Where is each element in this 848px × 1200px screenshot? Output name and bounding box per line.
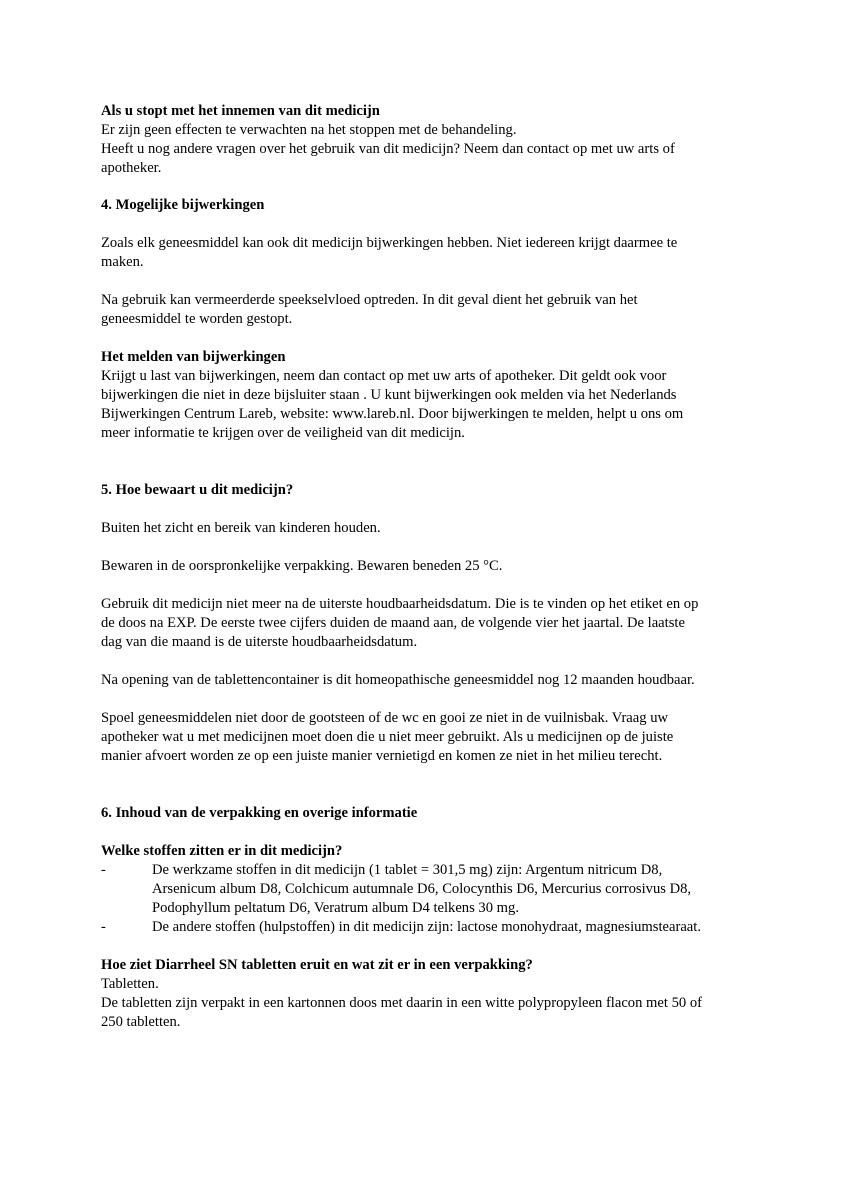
list-item-line: De werkzame stoffen in dit medicijn (1 tablet = 301,5 mg) zijn: Argentum nitricum D8,: [152, 862, 663, 878]
ingredients-heading: Welke stoffen zitten er in dit medicijn?: [101, 843, 343, 859]
paragraph-line: De tabletten zijn verpakt in een kartonnen doos met daarin in een witte polypropyleen flacon met 50 of: [101, 995, 702, 1011]
s5-paragraph-3: [101, 595, 761, 652]
paragraph-line: apotheker wat u met medicijnen moet doen die u niet meer gebruikt. Als u medicijnen op de juiste: [101, 729, 674, 745]
s4-paragraph-1: [101, 234, 761, 272]
section-4-heading: 4. Mogelijke bijwerkingen: [101, 197, 265, 213]
appearance-heading: Hoe ziet Diarrheel SN tabletten eruit en wat zit er in een verpakking?: [101, 957, 533, 973]
appearance-section: [101, 956, 761, 1032]
list-item: [101, 918, 761, 937]
stop-line: Heeft u nog andere vragen over het gebruik van dit medicijn? Neem dan contact op met uw arts of: [101, 141, 675, 157]
list-item: [101, 861, 761, 918]
list-item-line: Podophyllum peltatum D6, Veratrum album D4 telkens 30 mg.: [152, 900, 519, 916]
paragraph-line: manier afvoert worden ze op een juiste manier vernietigd en komen ze niet in het milieu terecht.: [101, 748, 663, 764]
s4-paragraph-2: [101, 291, 761, 329]
paragraph-line: 250 tabletten.: [101, 1014, 181, 1030]
paragraph-line: Krijgt u last van bijwerkingen, neem dan contact op met uw arts of apotheker. Dit geldt ook voor: [101, 368, 667, 384]
paragraph-line: Bewaren in de oorspronkelijke verpakking. Bewaren beneden 25 °C.: [101, 558, 503, 574]
paragraph-line: Gebruik dit medicijn niet meer na de uiterste houdbaarheidsdatum. Die is te vinden op het etiket en op: [101, 596, 699, 612]
paragraph-line: Zoals elk geneesmiddel kan ook dit medicijn bijwerkingen hebben. Niet iedereen krijgt daarmee te: [101, 235, 678, 251]
paragraph-line: Na opening van de tablettencontainer is dit homeopathische geneesmiddel nog 12 maanden houdbaar.: [101, 672, 695, 688]
stop-line: Er zijn geen effecten te verwachten na het stoppen met de behandeling.: [101, 122, 517, 138]
stop-line: apotheker.: [101, 160, 162, 176]
section-4: [101, 196, 761, 215]
s5-paragraph-1: [101, 519, 761, 538]
paragraph-line: bijwerkingen die niet in deze bijsluiter staan . U kunt bijwerkingen ook melden via het Nederlands: [101, 387, 677, 403]
section-5-heading: 5. Hoe bewaart u dit medicijn?: [101, 482, 294, 498]
ingredients-section: [101, 842, 761, 937]
paragraph-line: Spoel geneesmiddelen niet door de gootsteen of de wc en gooi ze niet in de vuilnisbak. Vraag uw: [101, 710, 669, 726]
paragraph-line: Bijwerkingen Centrum Lareb, website: www.lareb.nl. Door bijwerkingen te melden, helpt u ons om: [101, 406, 684, 422]
stop-section: [101, 102, 761, 178]
section-5: [101, 481, 761, 500]
leaflet-page: [101, 102, 761, 1032]
s5-paragraph-5: [101, 709, 761, 766]
section-6: [101, 804, 761, 823]
paragraph-line: meer informatie te krijgen over de veiligheid van dit medicijn.: [101, 425, 465, 441]
paragraph-line: dag van die maand is de uiterste houdbaarheidsdatum.: [101, 634, 418, 650]
stop-heading: Als u stopt met het innemen van dit medicijn: [101, 103, 380, 119]
list-item-line: De andere stoffen (hulpstoffen) in dit medicijn zijn: lactose monohydraat, magnesiumstearaat.: [152, 919, 701, 935]
list-dash: -: [101, 919, 106, 935]
paragraph-line: maken.: [101, 254, 144, 270]
s5-paragraph-4: [101, 671, 761, 690]
paragraph-line: Tabletten.: [101, 976, 159, 992]
list-dash: -: [101, 862, 106, 878]
list-item-line: Arsenicum album D8, Colchicum autumnale D6, Colocynthis D6, Mercurius corrosivus D8,: [152, 881, 692, 897]
report-heading: Het melden van bijwerkingen: [101, 349, 286, 365]
paragraph-line: geneesmiddel te worden gestopt.: [101, 311, 293, 327]
section-6-heading: 6. Inhoud van de verpakking en overige informatie: [101, 805, 418, 821]
paragraph-line: Buiten het zicht en bereik van kinderen houden.: [101, 520, 381, 536]
paragraph-line: Na gebruik kan vermeerderde speekselvloed optreden. In dit geval dient het gebruik van het: [101, 292, 638, 308]
paragraph-line: de doos na EXP. De eerste twee cijfers duiden de maand aan, de volgende vier het jaartal. De laatste: [101, 615, 685, 631]
report-section: [101, 348, 761, 443]
s5-paragraph-2: [101, 557, 761, 576]
